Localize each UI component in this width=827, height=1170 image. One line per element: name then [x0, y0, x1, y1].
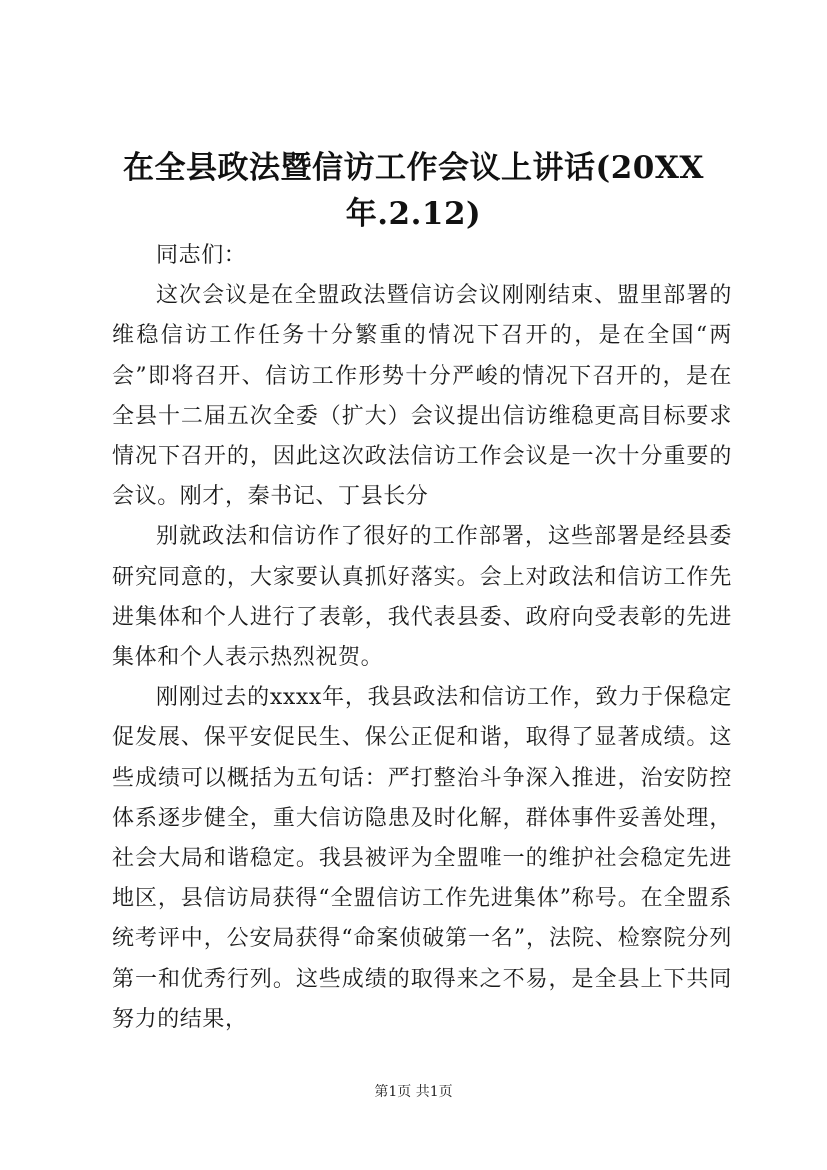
- document-title: [100, 145, 727, 237]
- title-line-1: 在全县政法暨信访工作会议上讲话(20XX: [123, 150, 704, 186]
- page-footer: 第1页 共1页: [374, 1084, 453, 1100]
- salutation: 同志们：: [156, 243, 247, 268]
- title-line-2: 年.2.12): [345, 196, 482, 232]
- paragraph-3: 刚刚过去的xxxx年，我县政法和信访工作，致力于保稳定促发展、保平安促民生、保公正促和谐，取得了显著成绩。这些成绩可以概括为五句话：严打整治斗争深入推进，治安防控体系逐步健全，重大信访隐患及时化解，群体事件妥善处理，社会大局和谐稳定。我县被评为全盟唯一的维护社会稳定先进地区，县信访局获得“全盟信访工作先进集体”称号。在全盟系统考评中，公安局获得“命案侦破第一名”，法院、检察院分列第一和优秀行列。这些成绩的取得来之不易，是全县上下共同努力的结果，: [112, 685, 732, 1032]
- paragraph-1: 这次会议是在全盟政法暨信访会议刚刚结束、盟里部署的维稳信访工作任务十分繁重的情况下召开的，是在全国“两会”即将召开、信访工作形势十分严峻的情况下召开的，是在全县十二届五次全委（扩大）会议提出信访维稳更高目标要求情况下召开的，因此这次政法信访工作会议是一次十分重要的会议。刚才，秦书记、丁县长分: [112, 283, 732, 510]
- document-body: [112, 236, 732, 1040]
- paragraph-2: 别就政法和信访作了很好的工作部署，这些部署是经县委研究同意的，大家要认真抓好落实。会上对政法和信访工作先进集体和个人进行了表彰，我代表县委、政府向受表彰的先进集体和个人表示热烈祝贺。: [112, 524, 732, 671]
